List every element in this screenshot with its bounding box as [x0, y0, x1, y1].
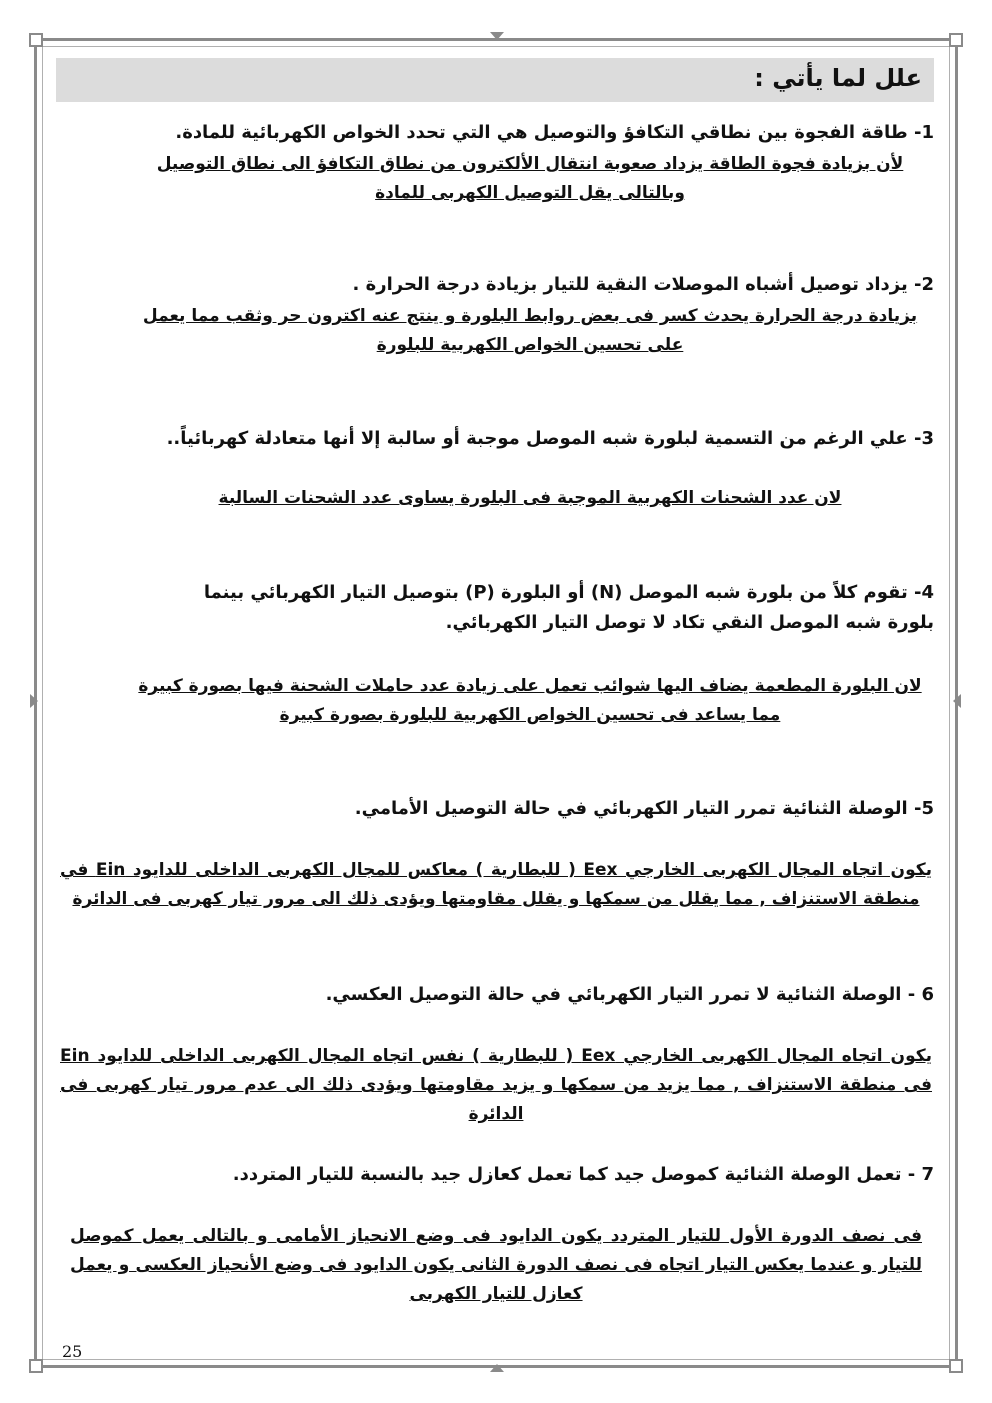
page-title: علل لما يأتي : [754, 64, 922, 92]
question-6: 6 - الوصلة الثنائية لا تمرر التيار الكهربائي في حالة التوصيل العكسي. [325, 984, 934, 1005]
border-corner-top-right [949, 33, 963, 47]
page-number: 25 [62, 1342, 83, 1361]
question-5: 5- الوصلة الثنائية تمرر التيار الكهربائي في حالة التوصيل الأمامي. [354, 798, 934, 819]
border-corner-bottom-right [949, 1359, 963, 1373]
border-corner-top-left [29, 33, 43, 47]
border-ornament-right [953, 694, 961, 708]
border-corner-bottom-left [29, 1359, 43, 1373]
question-2: 2- يزداد توصيل أشباه الموصلات النقية للتيار بزيادة درجة الحرارة . [352, 274, 934, 295]
answer-2: بزيادة درجة الحرارة يحدث كسر فى بعض روابط البلورة و ينتج عنه اكترون حر وثقب مما يعمل على تحسين الخواص الكهربية للبلورة [142, 306, 918, 355]
answer-5: يكون اتجاه المجال الكهربى الخارجي Eex ( للبطارية ) معاكس للمجال الكهربى الداخلى للدايود Ein في منطقة الاستنزاف , مما يقلل من سمكها و يقلل مقاومتها ويؤدى ذلك الى مرور تيار كهربى فى الدائرة [60, 860, 932, 909]
border-ornament-top [490, 32, 504, 40]
border-ornament-left [30, 694, 38, 708]
answer-6: يكون اتجاه المجال الكهربى الخارجي Eex ( للبطارية ) نفس اتجاه المجال الكهربى الداخلى للدايود Ein فى منطقة الاستنزاف , مما يزيد من سمكها و يزيد مقاومتها ويؤدى ذلك الى عدم مرور تيار كهربى فى الدائرة [60, 1046, 932, 1124]
answer-3: لان عدد الشحنات الكهربية الموجبة فى البلورة يساوى عدد الشحنات السالبة [218, 488, 842, 508]
header-bar [56, 58, 934, 102]
question-4: 4- تقوم كلاً من بلورة شبه الموصل (N) أو البلورة (P) بتوصيل التيار الكهربائي بينما بلورة شبه الموصل النقي تكاد لا توصل التيار الكهربائي. [203, 582, 934, 633]
answer-7: فى نصف الدورة الأول للتيار المتردد يكون الدايود فى وضع الانحياز الأمامى و بالتالى يعمل كموصل للتيار و عندما يعكس التيار اتجاه فى نصف الدورة الثانى يكون الدايود فى وضع الأنحياز العكسى و يعمل كعازل للتيار الكهربى [70, 1226, 922, 1304]
question-7: 7 - تعمل الوصلة الثنائية كموصل جيد كما تعمل كعازل جيد بالنسبة للتيار المتردد. [232, 1164, 934, 1185]
answer-1: لأن بزيادة فجوة الطاقة يزداد صعوبة انتقال الألكترون من نطاق التكافؤ الى نطاق التوصيل وبالتالى يقل التوصيل الكهربى للمادة [156, 154, 904, 203]
answer-4: لان البلورة المطعمة يضاف اليها شوائب تعمل على زيادة عدد حاملات الشحنة فيها بصورة كبيرة مما يساعد فى تحسين الخواص الكهربية للبلورة بصورة كبيرة [138, 676, 922, 725]
question-3: 3- علي الرغم من التسمية لبلورة شبه الموصل موجبة أو سالبة إلا أنها متعادلة كهربائياً.. [166, 428, 934, 449]
border-ornament-bottom [490, 1364, 504, 1372]
question-1: 1- طاقة الفجوة بين نطاقي التكافؤ والتوصيل هي التي تحدد الخواص الكهربائية للمادة. [175, 122, 934, 143]
